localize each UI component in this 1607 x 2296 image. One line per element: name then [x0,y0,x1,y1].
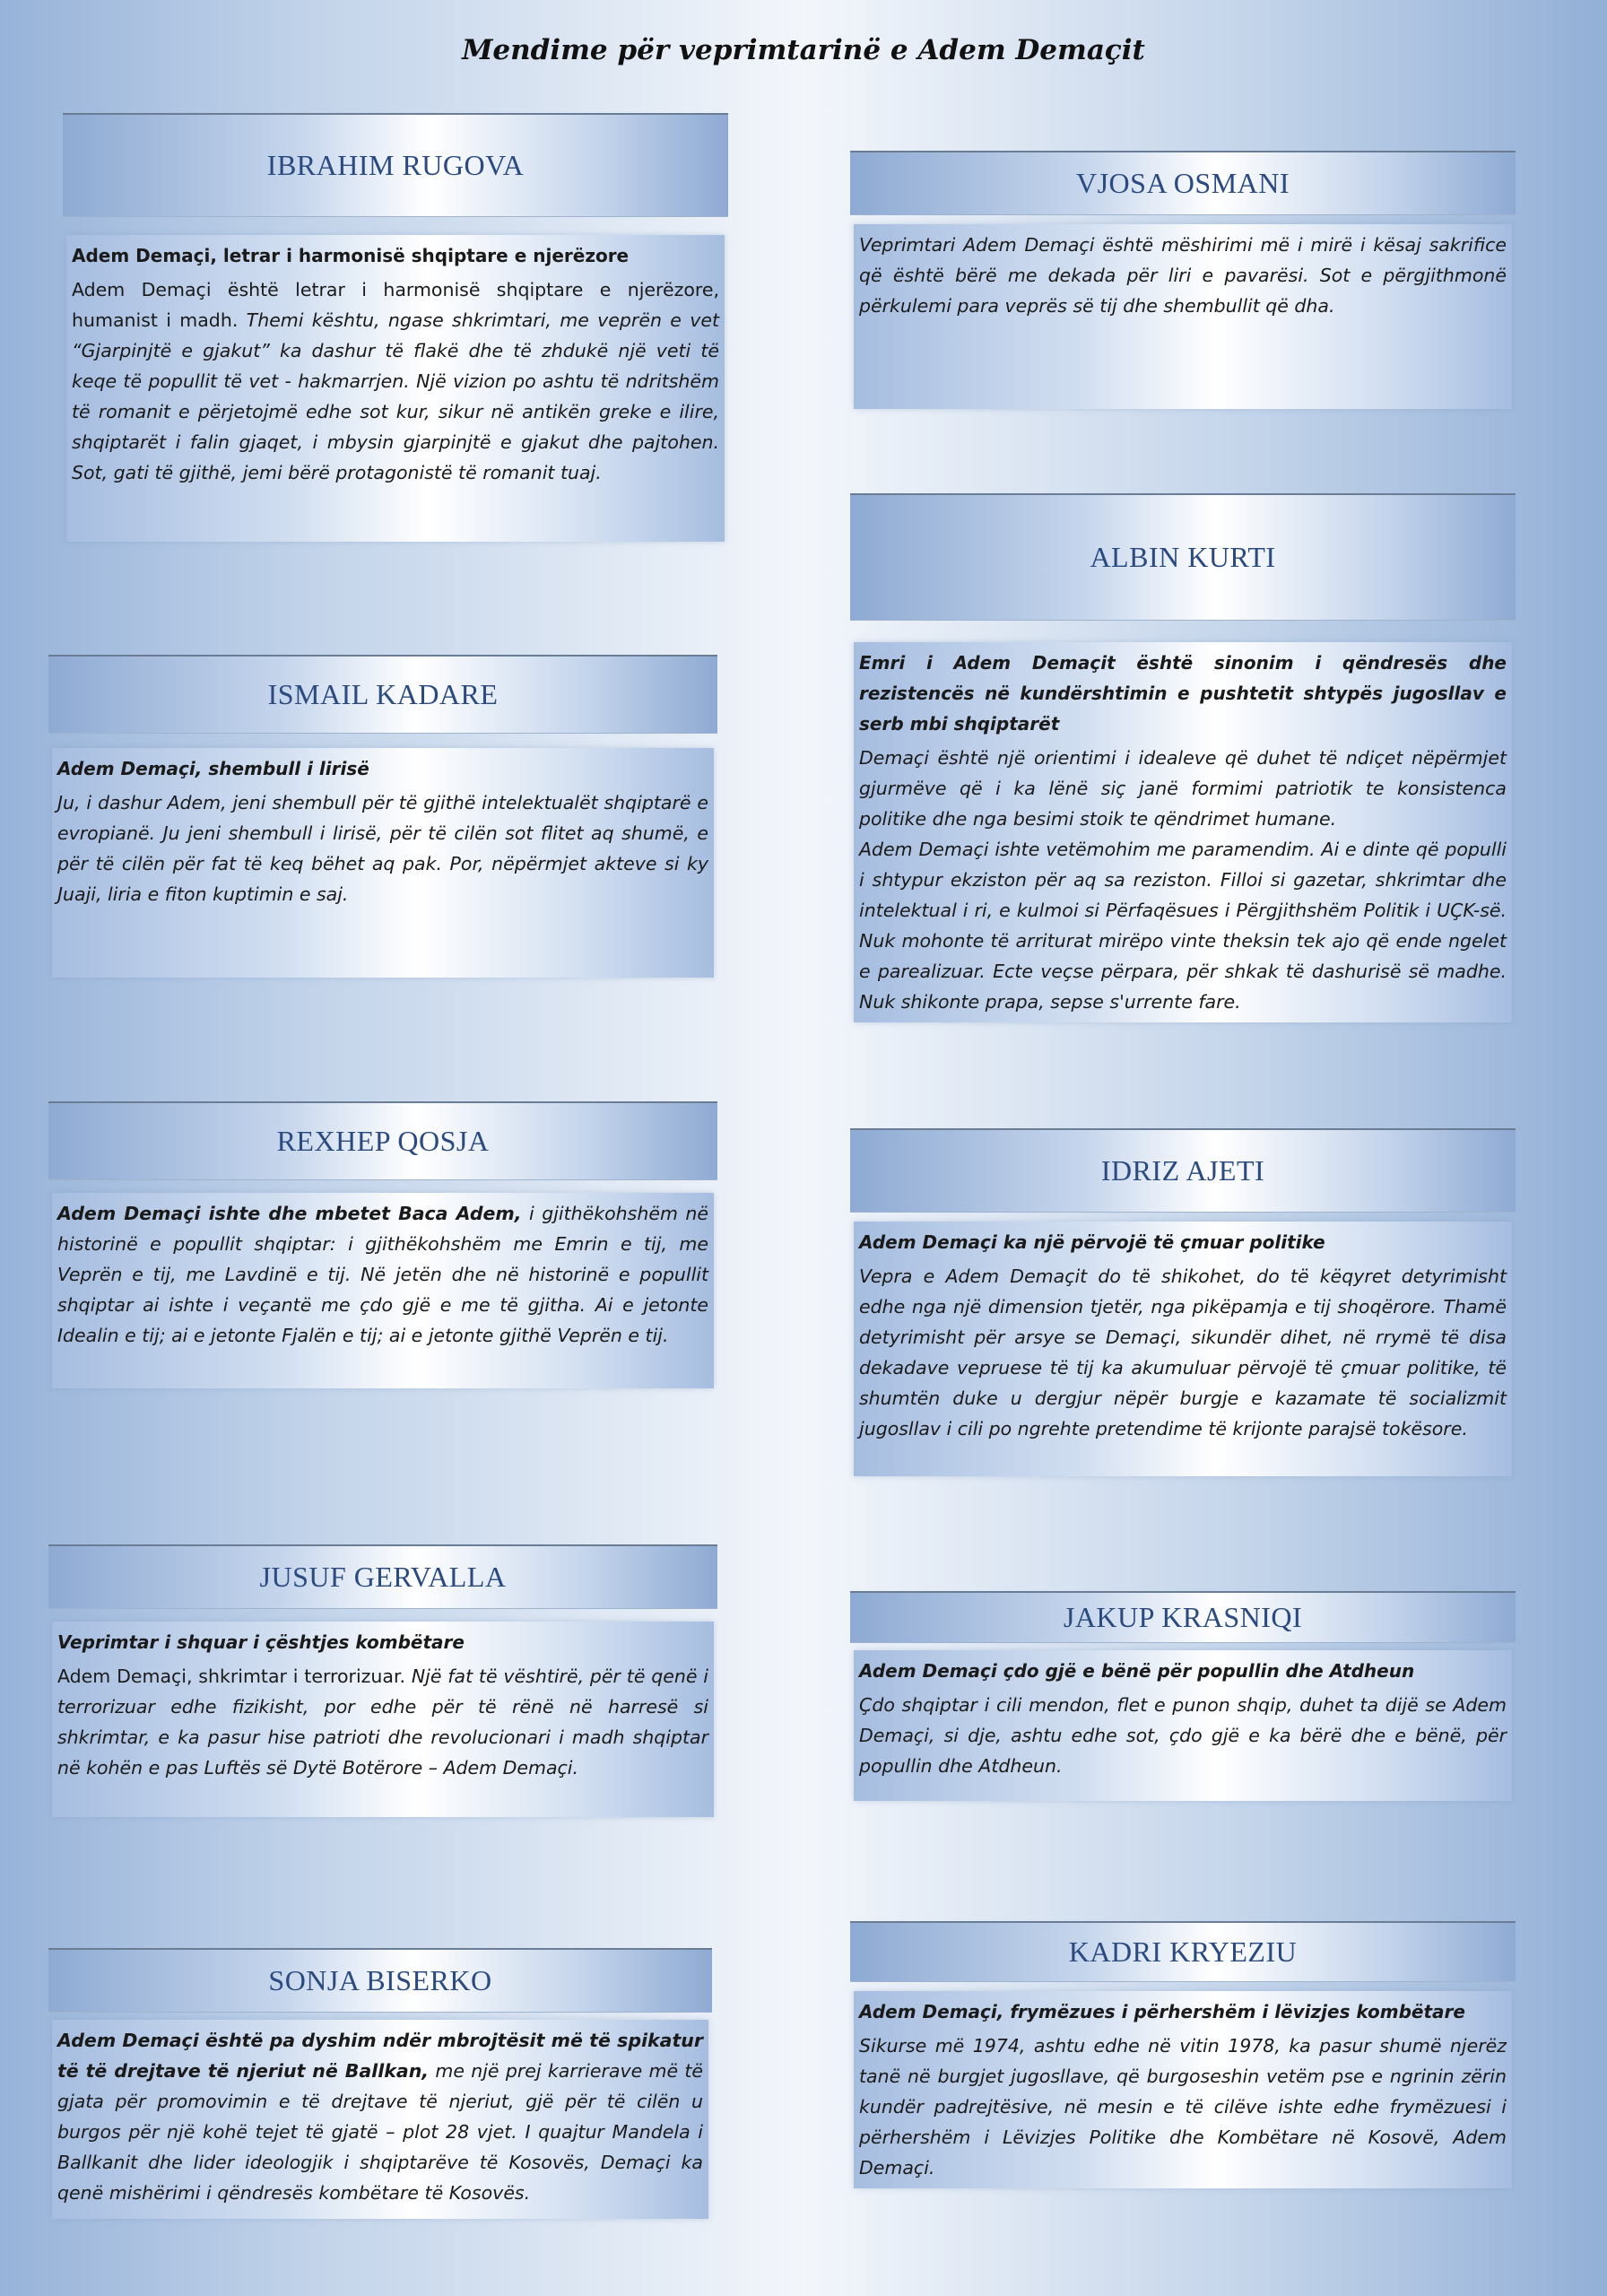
card-body-kryeziu [854,1991,1512,2188]
card-subtitle: Adem Demaçi ka një përvojë të çmuar politike [859,1231,1325,1253]
card-body-kurti [854,642,1512,1022]
card-name: IBRAHIM RUGOVA [266,149,525,181]
card-name: KADRI KRYEZIU [1068,1935,1298,1968]
card-header-ajeti [850,1128,1516,1213]
card-body-kadare [52,748,714,978]
card-header-kryeziu [850,1921,1516,1982]
card-text: Çdo shqiptar i cili mendon, flet e punon shqip, duhet ta dijë se Adem Demaçi, si dje, ashtu edhe sot, çdo gjë e ka bërë dhe e bënë, për popullin dhe Atdheun. [859,1694,1507,1777]
card-header-kadare [48,655,717,734]
card-body-qosja [52,1193,714,1388]
card-text: Adem Demaçi, shkrimtar i terrorizuar. Një fat të vështirë, për të qenë i terrorizuar edhe fizikisht, por edhe për të rënë në harresë si shkrimtar, e ka pasur hise patrioti dhe revolucionari i madh shqiptar në kohën e pas Luftës së Dytë Botërore – Adem Demaçi. [57,1665,708,1779]
card-body-gervalla [52,1622,714,1817]
card-header-osmani [850,151,1516,215]
card-text-2: Adem Demaçi ishte vetëmohim me paramendim. Ai e dinte që populli i shtypur ekziston për aq sa reziston. Filloi si gazetar, shkrimtar dhe intelektual i ri, e kulmoi si Përfaqësues i Përgjithshëm Politik i UÇK-së. Nuk mohonte të arriturat mirëpo vinte theksin tek ajo që ende ngelet e parealizuar. Ecte veçse përpara, për shkak të dashurisë së madhe. Nuk shikonte prapa, sepse s'urrente fare. [859,839,1507,1013]
card-body-krasniqi [854,1650,1512,1801]
card-subtitle: Adem Demaçi, letrar i harmonisë shqiptare e njerëzore [72,245,630,266]
card-name: VJOSA OSMANI [1075,167,1290,199]
card-subtitle: Adem Demaçi, shembull i lirisë [57,758,369,779]
card-name: IDRIZ AJETI [1100,1154,1265,1187]
card-text: Vepra e Adem Demaçit do të shikohet, do të këqyret detyrimisht edhe nga një dimension tjetër, nga pikëpamja e tij shoqërore. Thamë detyrimisht për arsye se Demaçi, sikundër dihet, në rrymë të disa dekadave vepruese të tij ka akumuluar përvojë të çmuar politike, të shumtën duke u dergjur nëpër burgje e kazamate të socializmit jugosllav i cili po ngrehte pretendime të krijonte parajsë tokësore. [859,1265,1507,1439]
card-header-biserko [48,1948,712,2013]
card-name: REXHEP QOSJA [276,1125,490,1157]
card-name: ALBIN KURTI [1090,541,1276,573]
card-name: JAKUP KRASNIQI [1063,1601,1303,1633]
card-header-gervalla [48,1544,717,1609]
card-subtitle: Adem Demaçi çdo gjë e bënë për popullin dhe Atdheun [859,1660,1415,1682]
card-text: Adem Demaçi është letrar i harmonisë shqiptare e njerëzore, humanist i madh. Themi kështu, ngase shkrimtari, me veprën e vet “Gjarpinjtë e gjakut” ka dashur të flakë dhe të zhdukë një veti të keqe të popullit të vet - hakmarrjen. Një vizion po ashtu të ndritshëm të romanit e përjetojmë edhe sot kur, sikur në antikën greke e ilire, shqiptarët i falin gjaqet, i mbysin gjarpinjtë e gjakut dhe pajtohen. Sot, gati të gjithë, jemi bërë protagonistë të romanit tuaj. [72,279,719,483]
card-header-krasniqi [850,1591,1516,1643]
card-body-osmani [854,224,1512,409]
card-text: Adem Demaçi është pa dyshim ndër mbrojtësit më të spikatur të të drejtave të njeriut në Ballkan, me një prej karrierave më të gjata për promovimin e të drejtave të njeriut, gjë për të cilën u burgos për një kohë tejet të gjatë – plot 28 vjet. I quajtur Mandela i Ballkanit dhe lider ideologjik i shqiptarëve të Kosovës, Demaçi ka qenë mishërimi i qëndresës kombëtare të Kosovës. [57,2030,703,2204]
card-text: Adem Demaçi ishte dhe mbetet Baca Adem, i gjithëkohshëm në historinë e popullit shqiptar: i gjithëkohshëm me Emrin e tij, me Veprën e tij, me Lavdinë e tij. Në jetën dhe në historinë e popullit shqiptar ai ishte i veçantë me çdo gjë e me të gjitha. Ai e jetonte Idealin e tij; ai e jetonte Fjalën e tij; ai e jetonte gjithë Veprën e tij. [57,1203,709,1346]
card-header-kurti [850,493,1516,621]
card-subtitle: Emri i Adem Demaçit është sinonim i qëndresës dhe rezistencës në kundërshtimin e pushtetit shtypës jugosllav e serb mbi shqiptarët [859,652,1507,735]
card-body-ajeti [854,1222,1512,1476]
card-text: Demaçi është një orientimi i idealeve që duhet të ndiçet nëpërmjet gjurmëve që i ka lënë siç janë formimi patriotik te konsistenca politike dhe nga besimi stoik te qëndrimet humane. [859,747,1507,830]
card-body-rugova [66,235,725,542]
card-subtitle: Veprimtar i shquar i çështjes kombëtare [57,1631,465,1653]
card-header-rugova [63,113,728,217]
card-text: Ju, i dashur Adem, jeni shembull për të gjithë intelektualët shqiptarë e evropianë. Ju jeni shembull i lirisë, për të cilën sot flitet aq shumë, e për të cilën për fat të keq bëhet aq pak. Por, nëpërmjet akteve si ky Juaji, liria e fiton kuptimin e saj. [57,792,708,905]
card-subtitle: Adem Demaçi, frymëzues i përhershëm i lëvizjes kombëtare [859,2001,1465,2022]
card-body-biserko [52,2020,708,2219]
page-title: Mendime për veprimtarinë e Adem Demaçit [462,34,1145,66]
card-name: JUSUF GERVALLA [259,1561,507,1593]
card-name: SONJA BISERKO [268,1964,492,1996]
card-text: Sikurse më 1974, ashtu edhe në vitin 1978, ka pasur shumë njerëz tanë në burgjet jugosllave, që burgoseshin vetëm pse e ngrinin zërin kundër padrejtësive, në mesin e të cilëve ishte edhe frymëzuesi i përhershëm i Lëvizjes Politike dhe Kombëtare në Kosovë, Adem Demaçi. [859,2035,1507,2179]
card-name: ISMAIL KADARE [267,678,499,710]
card-header-qosja [48,1101,717,1180]
card-text: Veprimtari Adem Demaçi është mëshirimi më i mirë i kësaj sakrifice që është bërë me dekada për liri e pavarësi. Sot e përgjithmonë përkulemi para veprës së tij dhe shembullit që dha. [859,234,1507,317]
